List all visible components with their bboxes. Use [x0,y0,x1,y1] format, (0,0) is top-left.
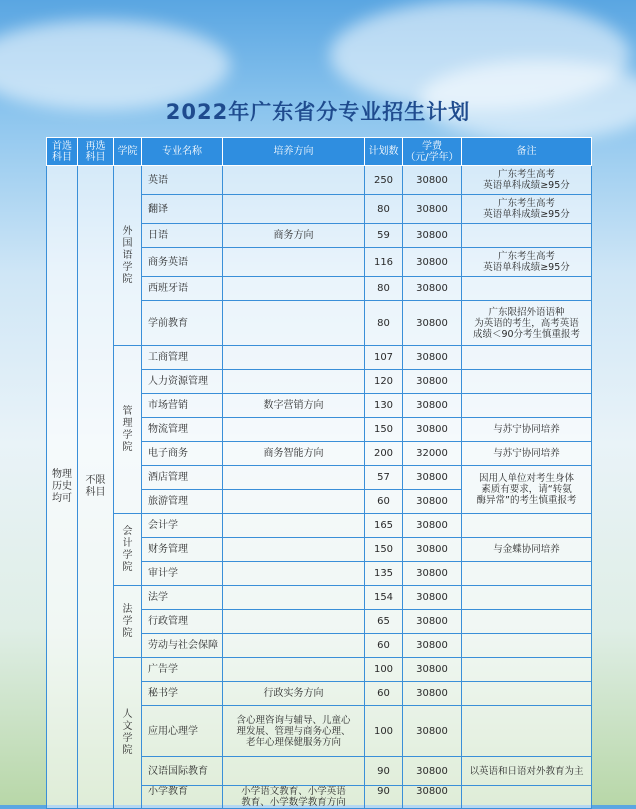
second-subject-cell: 不限 科目 [78,166,114,809]
note-cell: 与金蝶协同培养 [462,538,592,562]
plan-cell: 60 [365,490,403,514]
note-cell [462,562,592,586]
plan-cell: 154 [365,586,403,610]
plan-cell: 165 [365,514,403,538]
major-cell: 应用心理学 [142,706,223,757]
table-header-row [47,138,592,166]
major-cell: 小学教育 [142,786,223,809]
direction-cell [223,634,365,658]
major-cell: 日语 [142,224,223,248]
direction-cell [223,346,365,370]
page-title: 2022年广东省分专业招生计划 [165,100,471,124]
fee-cell: 30800 [403,682,462,706]
major-cell: 工商管理 [142,346,223,370]
college-law: 法 学 院 [114,586,142,658]
major-cell: 翻译 [142,195,223,224]
plan-cell: 116 [365,248,403,277]
major-cell: 西班牙语 [142,277,223,301]
plan-cell: 80 [365,277,403,301]
plan-cell: 100 [365,706,403,757]
major-cell: 酒店管理 [142,466,223,490]
fee-cell: 30800 [403,586,462,610]
fee-cell: 30800 [403,277,462,301]
note-cell: 广东考生高考 英语单科成绩≥95分 [462,248,592,277]
direction-cell [223,757,365,786]
fee-cell: 30800 [403,610,462,634]
plan-cell: 90 [365,786,403,809]
major-cell: 行政管理 [142,610,223,634]
note-cell [462,346,592,370]
direction-cell: 行政实务方向 [223,682,365,706]
note-cell [462,514,592,538]
note-cell: 与苏宁协同培养 [462,418,592,442]
fee-cell: 30800 [403,248,462,277]
header-direction: 培养方向 [223,138,365,166]
college-foreign-languages: 外 国 语 学 院 [114,166,142,346]
plan-cell: 80 [365,195,403,224]
header-plan: 计划数 [365,138,403,166]
fee-cell: 32000 [403,442,462,466]
major-cell: 法学 [142,586,223,610]
note-cell [462,224,592,248]
header-first-subject: 首选 科目 [47,138,78,166]
direction-cell [223,562,365,586]
first-subject-cell: 物理 历史 均可 [47,166,78,809]
direction-cell [223,301,365,346]
fee-cell: 30800 [403,166,462,195]
direction-cell [223,658,365,682]
header-second-subject: 再选 科目 [78,138,114,166]
major-cell: 劳动与社会保障 [142,634,223,658]
plan-cell: 80 [365,301,403,346]
direction-cell [223,418,365,442]
table-row [47,658,592,682]
major-cell: 审计学 [142,562,223,586]
direction-cell [223,166,365,195]
direction-cell [223,195,365,224]
direction-cell: 商务智能方向 [223,442,365,466]
plan-cell: 120 [365,370,403,394]
header-college: 学院 [114,138,142,166]
plan-cell: 150 [365,418,403,442]
major-cell: 人力资源管理 [142,370,223,394]
plan-cell: 250 [365,166,403,195]
header-note: 备注 [462,138,592,166]
plan-cell: 200 [365,442,403,466]
direction-cell [223,370,365,394]
direction-cell [223,610,365,634]
note-cell: 广东考生高考 英语单科成绩≥95分 [462,195,592,224]
note-cell [462,706,592,757]
fee-cell: 30800 [403,394,462,418]
major-cell: 商务英语 [142,248,223,277]
college-humanities: 人 文 学 院 [114,658,142,809]
direction-cell [223,277,365,301]
plan-cell: 90 [365,757,403,786]
major-cell: 物流管理 [142,418,223,442]
note-cell: 广东考生高考 英语单科成绩≥95分 [462,166,592,195]
direction-cell [223,514,365,538]
major-cell: 广告学 [142,658,223,682]
note-cell [462,634,592,658]
note-cell: 与苏宁协同培养 [462,442,592,466]
fee-cell: 30800 [403,490,462,514]
plan-cell: 59 [365,224,403,248]
note-cell [462,370,592,394]
major-cell: 秘书学 [142,682,223,706]
plan-cell: 135 [365,562,403,586]
plan-cell: 100 [365,658,403,682]
direction-cell [223,248,365,277]
direction-cell: 商务方向 [223,224,365,248]
fee-cell: 30800 [403,538,462,562]
direction-cell: 数字营销方向 [223,394,365,418]
direction-cell [223,538,365,562]
enrollment-plan-table [46,137,592,809]
fee-cell: 30800 [403,562,462,586]
fee-cell: 30800 [403,466,462,490]
header-fee: 学费 （元/学年） [403,138,462,166]
major-cell: 汉语国际教育 [142,757,223,786]
note-cell [462,658,592,682]
table-row [47,166,592,195]
fee-cell: 30800 [403,658,462,682]
college-accounting: 会 计 学 院 [114,514,142,586]
direction-cell [223,586,365,610]
plan-cell: 130 [365,394,403,418]
note-cell [462,786,592,809]
fee-cell: 30800 [403,195,462,224]
major-cell: 旅游管理 [142,490,223,514]
college-management: 管 理 学 院 [114,346,142,514]
note-cell [462,394,592,418]
plan-cell: 60 [365,634,403,658]
fee-cell: 30800 [403,706,462,757]
fee-cell: 30800 [403,370,462,394]
note-cell: 广东限招外语语种 为英语的考生，高考英语 成绩＜90分考生慎重报考 [462,301,592,346]
major-cell: 电子商务 [142,442,223,466]
major-cell: 英语 [142,166,223,195]
fee-cell: 30800 [403,418,462,442]
fee-cell: 30800 [403,514,462,538]
note-cell [462,277,592,301]
major-cell: 学前教育 [142,301,223,346]
note-cell [462,682,592,706]
direction-cell [223,490,365,514]
fee-cell: 30800 [403,634,462,658]
direction-cell: 含心理咨询与辅导、儿童心 理发展、管理与商务心理、 老年心理保健服务方向 [223,706,365,757]
plan-cell: 60 [365,682,403,706]
plan-cell: 107 [365,346,403,370]
plan-cell: 57 [365,466,403,490]
major-cell: 市场营销 [142,394,223,418]
direction-cell [223,466,365,490]
note-cell: 因用人单位对考生身体 素质有要求，请“转氨 酶异常”的考生慎重报考 [462,466,592,514]
header-major: 专业名称 [142,138,223,166]
fee-cell: 30800 [403,786,462,809]
table-row [47,586,592,610]
note-cell [462,586,592,610]
fee-cell: 30800 [403,757,462,786]
plan-cell: 65 [365,610,403,634]
table-row [47,514,592,538]
note-cell: 以英语和日语对外教育为主 [462,757,592,786]
major-cell: 会计学 [142,514,223,538]
fee-cell: 30800 [403,224,462,248]
direction-cell: 小学语文教育、小学英语 教育、小学数学教育方向 [223,786,365,809]
table-row [47,346,592,370]
major-cell: 财务管理 [142,538,223,562]
fee-cell: 30800 [403,301,462,346]
fee-cell: 30800 [403,346,462,370]
plan-cell: 150 [365,538,403,562]
note-cell [462,610,592,634]
